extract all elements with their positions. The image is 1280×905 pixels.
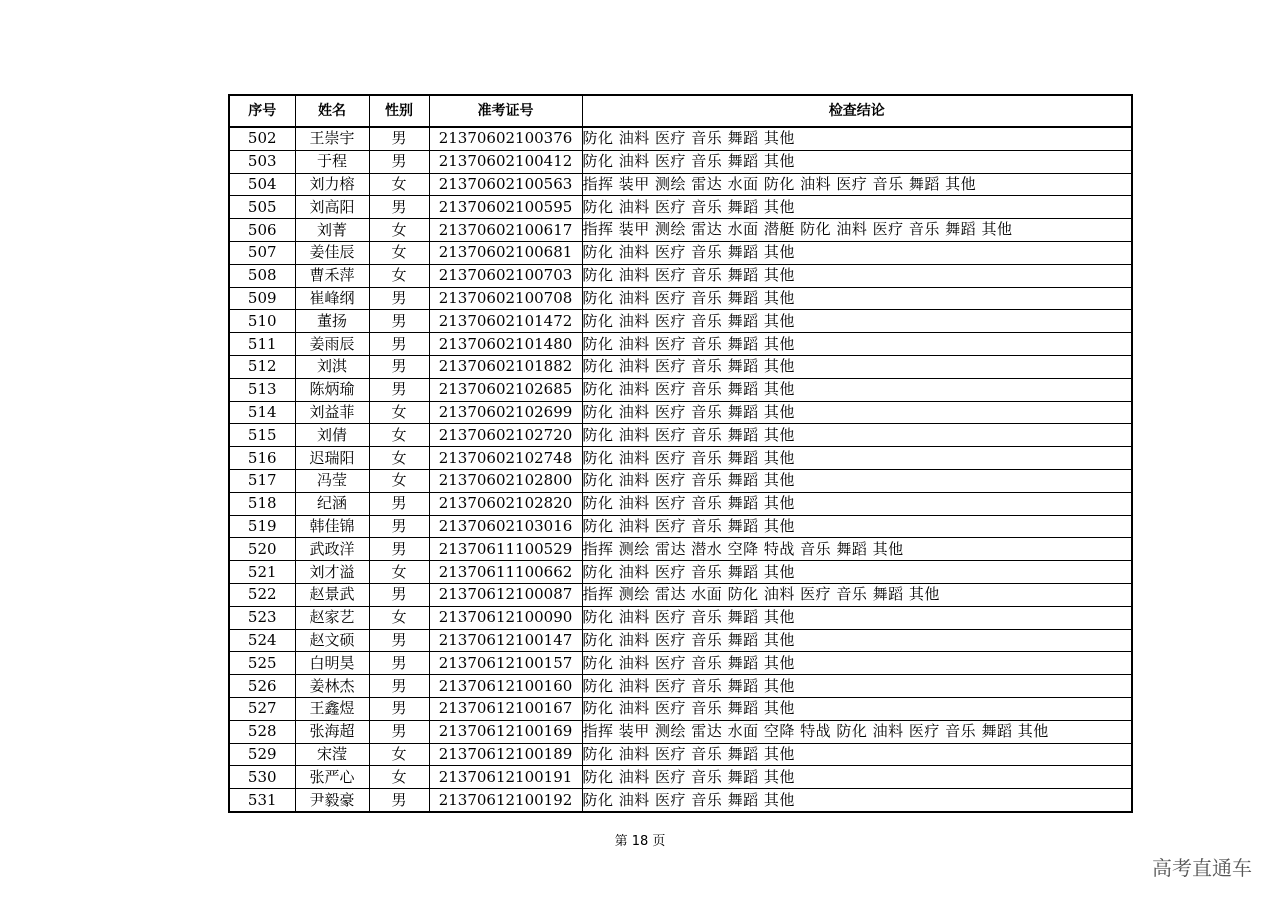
header-name: 姓名 [295,95,369,127]
cell-gender: 男 [369,287,429,310]
cell-gender: 女 [369,173,429,196]
cell-exam-id: 21370602101882 [429,355,582,378]
cell-conclusion: 防化 油料 医疗 音乐 舞蹈 其他 [582,355,1132,378]
cell-exam-id: 21370602102748 [429,447,582,470]
cell-exam-id: 21370602100681 [429,241,582,264]
cell-seq: 523 [229,606,295,629]
cell-seq: 522 [229,583,295,606]
cell-name: 冯莹 [295,469,369,492]
cell-gender: 女 [369,241,429,264]
cell-gender: 男 [369,720,429,743]
cell-gender: 男 [369,196,429,219]
cell-seq: 528 [229,720,295,743]
table-row [229,538,1132,561]
cell-name: 王鑫煜 [295,697,369,720]
table-row [229,401,1132,424]
cell-seq: 508 [229,264,295,287]
cell-name: 刘才溢 [295,561,369,584]
cell-exam-id: 21370602100708 [429,287,582,310]
cell-name: 曹禾萍 [295,264,369,287]
cell-gender: 女 [369,743,429,766]
cell-seq: 509 [229,287,295,310]
cell-seq: 529 [229,743,295,766]
results-table [228,94,1133,813]
table-row [229,219,1132,242]
cell-exam-id: 21370612100087 [429,583,582,606]
cell-exam-id: 21370602100563 [429,173,582,196]
cell-name: 武政洋 [295,538,369,561]
table-row [229,355,1132,378]
cell-gender: 男 [369,492,429,515]
cell-gender: 男 [369,583,429,606]
cell-gender: 男 [369,333,429,356]
cell-exam-id: 21370602102800 [429,469,582,492]
cell-gender: 女 [369,401,429,424]
cell-conclusion: 防化 油料 医疗 音乐 舞蹈 其他 [582,697,1132,720]
cell-gender: 女 [369,447,429,470]
cell-name: 赵文硕 [295,629,369,652]
table-row [229,378,1132,401]
table-row [229,424,1132,447]
table-row [229,515,1132,538]
cell-conclusion: 防化 油料 医疗 音乐 舞蹈 其他 [582,469,1132,492]
cell-name: 崔峰纲 [295,287,369,310]
cell-conclusion: 防化 油料 医疗 音乐 舞蹈 其他 [582,424,1132,447]
cell-name: 张海超 [295,720,369,743]
cell-exam-id: 21370612100167 [429,697,582,720]
table-row [229,629,1132,652]
cell-exam-id: 21370602100595 [429,196,582,219]
header-seq: 序号 [229,95,295,127]
cell-exam-id: 21370612100169 [429,720,582,743]
cell-seq: 527 [229,697,295,720]
table-row [229,675,1132,698]
cell-exam-id: 21370612100189 [429,743,582,766]
cell-seq: 518 [229,492,295,515]
table-row [229,196,1132,219]
cell-conclusion: 防化 油料 医疗 音乐 舞蹈 其他 [582,310,1132,333]
cell-gender: 男 [369,310,429,333]
cell-gender: 女 [369,561,429,584]
cell-conclusion: 防化 油料 医疗 音乐 舞蹈 其他 [582,196,1132,219]
cell-name: 刘高阳 [295,196,369,219]
cell-exam-id: 21370612100147 [429,629,582,652]
table-row [229,789,1132,812]
table-row [229,697,1132,720]
cell-exam-id: 21370612100157 [429,652,582,675]
cell-seq: 505 [229,196,295,219]
table-row [229,264,1132,287]
cell-seq: 531 [229,789,295,812]
cell-gender: 男 [369,789,429,812]
cell-name: 姜佳辰 [295,241,369,264]
cell-seq: 526 [229,675,295,698]
cell-seq: 515 [229,424,295,447]
cell-conclusion: 防化 油料 医疗 音乐 舞蹈 其他 [582,606,1132,629]
cell-seq: 517 [229,469,295,492]
table-row [229,447,1132,470]
cell-exam-id: 21370611100662 [429,561,582,584]
cell-name: 纪涵 [295,492,369,515]
cell-conclusion: 防化 油料 医疗 音乐 舞蹈 其他 [582,264,1132,287]
cell-name: 姜雨辰 [295,333,369,356]
cell-conclusion: 防化 油料 医疗 音乐 舞蹈 其他 [582,743,1132,766]
cell-exam-id: 21370602102820 [429,492,582,515]
cell-name: 陈炳瑜 [295,378,369,401]
cell-conclusion: 防化 油料 医疗 音乐 舞蹈 其他 [582,629,1132,652]
page-number: 第 18 页 [614,834,666,849]
cell-exam-id: 21370612100192 [429,789,582,812]
cell-name: 刘淇 [295,355,369,378]
cell-seq: 521 [229,561,295,584]
table-row [229,173,1132,196]
table-row [229,333,1132,356]
cell-seq: 520 [229,538,295,561]
cell-conclusion: 防化 油料 医疗 音乐 舞蹈 其他 [582,241,1132,264]
cell-conclusion: 防化 油料 医疗 音乐 舞蹈 其他 [582,378,1132,401]
table-row [229,583,1132,606]
cell-name: 刘倩 [295,424,369,447]
cell-conclusion: 防化 油料 医疗 音乐 舞蹈 其他 [582,127,1132,150]
cell-name: 赵家艺 [295,606,369,629]
cell-name: 于程 [295,150,369,173]
cell-conclusion: 防化 油料 医疗 音乐 舞蹈 其他 [582,447,1132,470]
table-row [229,310,1132,333]
cell-exam-id: 21370611100529 [429,538,582,561]
cell-seq: 524 [229,629,295,652]
cell-gender: 女 [369,469,429,492]
cell-gender: 男 [369,355,429,378]
table-row [229,561,1132,584]
cell-exam-id: 21370602102699 [429,401,582,424]
cell-name: 白明昊 [295,652,369,675]
cell-gender: 女 [369,766,429,789]
cell-exam-id: 21370612100160 [429,675,582,698]
cell-exam-id: 21370612100191 [429,766,582,789]
cell-seq: 510 [229,310,295,333]
cell-conclusion: 指挥 装甲 测绘 雷达 水面 防化 油料 医疗 音乐 舞蹈 其他 [582,173,1132,196]
table-row [229,652,1132,675]
cell-conclusion: 防化 油料 医疗 音乐 舞蹈 其他 [582,401,1132,424]
cell-name: 董扬 [295,310,369,333]
cell-seq: 519 [229,515,295,538]
cell-seq: 503 [229,150,295,173]
watermark-text: 高考直通车 [1152,856,1252,880]
cell-name: 赵景武 [295,583,369,606]
cell-conclusion: 防化 油料 医疗 音乐 舞蹈 其他 [582,675,1132,698]
cell-exam-id: 21370602102685 [429,378,582,401]
cell-gender: 男 [369,538,429,561]
cell-seq: 513 [229,378,295,401]
table-row [229,743,1132,766]
cell-exam-id: 21370602103016 [429,515,582,538]
table-row [229,492,1132,515]
table-body [229,127,1132,812]
table-row [229,766,1132,789]
table-row [229,241,1132,264]
cell-conclusion: 指挥 测绘 雷达 水面 防化 油料 医疗 音乐 舞蹈 其他 [582,583,1132,606]
cell-gender: 男 [369,675,429,698]
cell-name: 张严心 [295,766,369,789]
cell-conclusion: 防化 油料 医疗 音乐 舞蹈 其他 [582,150,1132,173]
cell-gender: 男 [369,378,429,401]
cell-name: 韩佳锦 [295,515,369,538]
table-row [229,469,1132,492]
cell-name: 刘菁 [295,219,369,242]
table-row [229,150,1132,173]
cell-name: 王崇宇 [295,127,369,150]
cell-gender: 男 [369,127,429,150]
cell-conclusion: 防化 油料 医疗 音乐 舞蹈 其他 [582,789,1132,812]
cell-seq: 512 [229,355,295,378]
cell-conclusion: 防化 油料 医疗 音乐 舞蹈 其他 [582,492,1132,515]
header-exam-id: 准考证号 [429,95,582,127]
cell-conclusion: 防化 油料 医疗 音乐 舞蹈 其他 [582,515,1132,538]
cell-seq: 530 [229,766,295,789]
cell-gender: 男 [369,652,429,675]
cell-exam-id: 21370602100376 [429,127,582,150]
cell-exam-id: 21370602101472 [429,310,582,333]
cell-conclusion: 指挥 装甲 测绘 雷达 水面 空降 特战 防化 油料 医疗 音乐 舞蹈 其他 [582,720,1132,743]
cell-seq: 511 [229,333,295,356]
cell-name: 迟瑞阳 [295,447,369,470]
cell-name: 刘益菲 [295,401,369,424]
cell-name: 刘力榕 [295,173,369,196]
cell-conclusion: 防化 油料 医疗 音乐 舞蹈 其他 [582,333,1132,356]
cell-gender: 男 [369,515,429,538]
cell-seq: 525 [229,652,295,675]
cell-gender: 男 [369,697,429,720]
header-gender: 性别 [369,95,429,127]
table-row [229,606,1132,629]
header-row [229,95,1132,127]
cell-exam-id: 21370602100703 [429,264,582,287]
table-row [229,720,1132,743]
cell-conclusion: 防化 油料 医疗 音乐 舞蹈 其他 [582,766,1132,789]
cell-gender: 女 [369,219,429,242]
cell-exam-id: 21370602102720 [429,424,582,447]
cell-seq: 516 [229,447,295,470]
cell-seq: 502 [229,127,295,150]
cell-exam-id: 21370602100412 [429,150,582,173]
cell-name: 宋滢 [295,743,369,766]
cell-gender: 女 [369,264,429,287]
cell-exam-id: 21370602100617 [429,219,582,242]
cell-seq: 514 [229,401,295,424]
cell-gender: 女 [369,606,429,629]
cell-conclusion: 指挥 装甲 测绘 雷达 水面 潜艇 防化 油料 医疗 音乐 舞蹈 其他 [582,219,1132,242]
cell-exam-id: 21370612100090 [429,606,582,629]
cell-conclusion: 防化 油料 医疗 音乐 舞蹈 其他 [582,561,1132,584]
cell-seq: 507 [229,241,295,264]
header-conclusion: 检查结论 [582,95,1132,127]
cell-conclusion: 防化 油料 医疗 音乐 舞蹈 其他 [582,287,1132,310]
cell-name: 尹毅豪 [295,789,369,812]
cell-gender: 男 [369,150,429,173]
cell-exam-id: 21370602101480 [429,333,582,356]
cell-gender: 男 [369,629,429,652]
cell-gender: 女 [369,424,429,447]
cell-conclusion: 指挥 测绘 雷达 潜水 空降 特战 音乐 舞蹈 其他 [582,538,1132,561]
table-row [229,287,1132,310]
cell-seq: 504 [229,173,295,196]
cell-conclusion: 防化 油料 医疗 音乐 舞蹈 其他 [582,652,1132,675]
cell-seq: 506 [229,219,295,242]
table-row [229,127,1132,150]
cell-name: 姜林杰 [295,675,369,698]
